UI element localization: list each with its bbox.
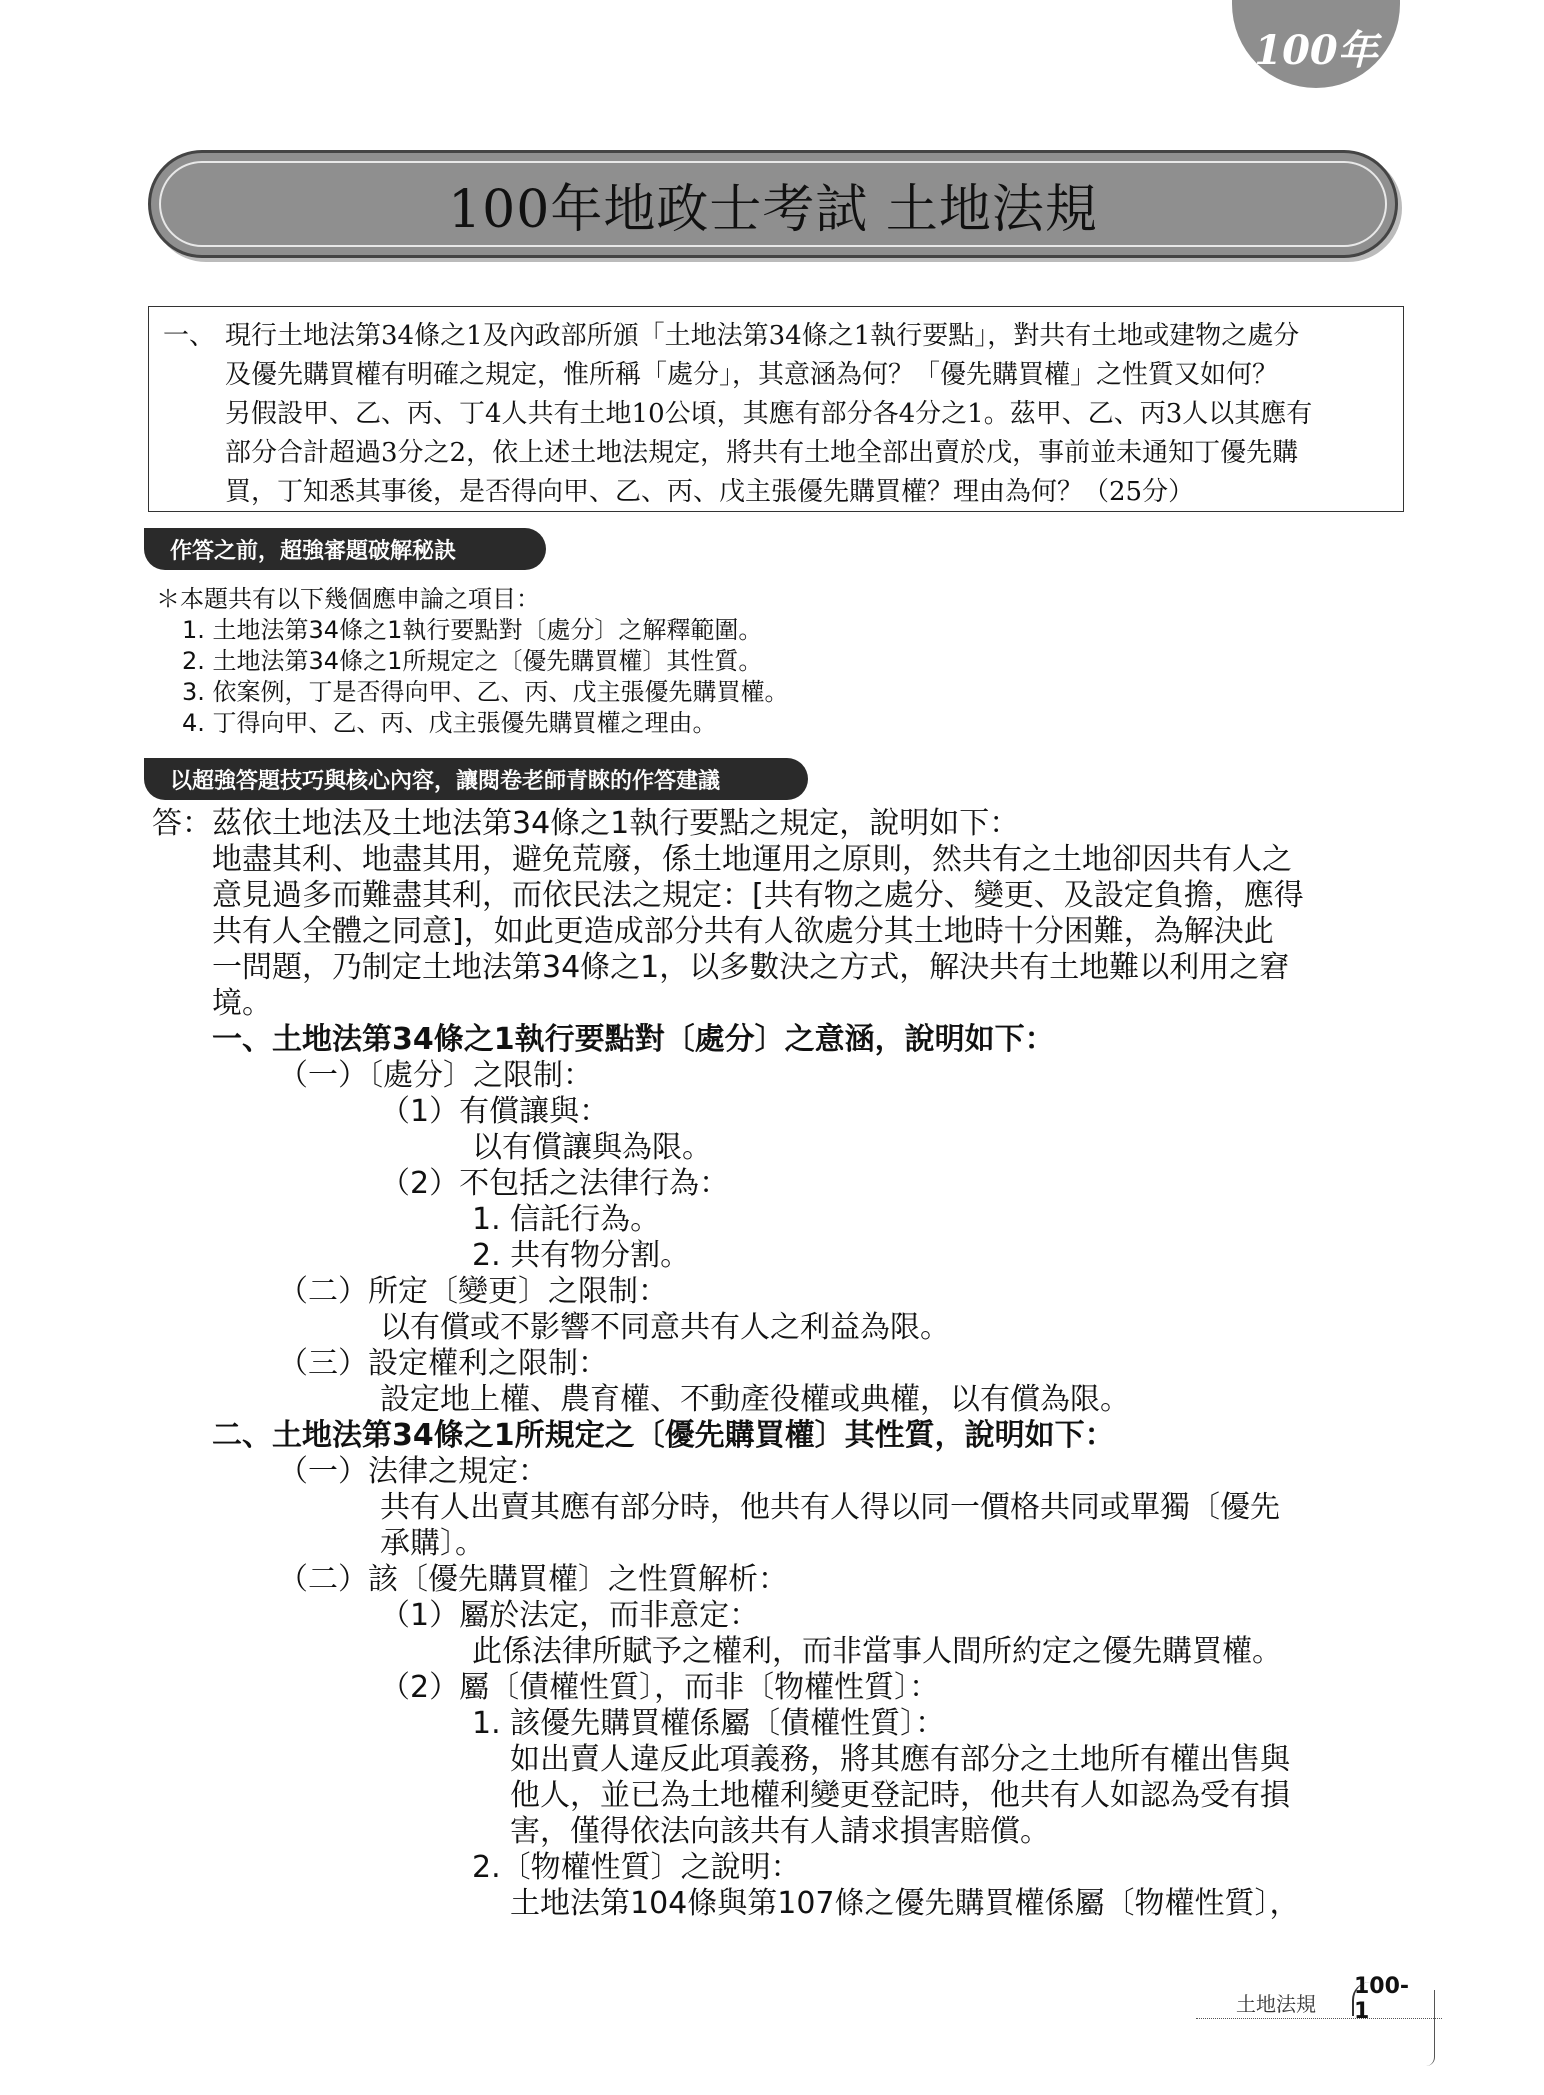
question-line: 現行土地法第34條之1及內政部所頒「土地法第34條之1執行要點」，對共有土地或建物之處分 bbox=[225, 321, 1300, 351]
footer-rule bbox=[1196, 2018, 1442, 2019]
answer-line: 境。 bbox=[212, 986, 272, 1021]
answer-line: 一問題，乃制定土地法第34條之1，以多數決之方式，解決共有土地難以利用之窘 bbox=[212, 950, 1290, 985]
answer-line: 1. 該優先購買權係屬〔債權性質〕： bbox=[472, 1706, 946, 1741]
answer-line: 此係法律所賦予之權利，而非當事人間所約定之優先購買權。 bbox=[472, 1634, 1282, 1669]
answer-line: 以有償或不影響不同意共有人之利益為限。 bbox=[380, 1310, 950, 1345]
question-line: 及優先購買權有明確之規定，惟所稱「處分」，其意涵為何？「優先購買權」之性質又如何？ bbox=[225, 360, 1279, 390]
list-item: 4. 丁得向甲、乙、丙、戊主張優先購買權之理由。 bbox=[182, 709, 717, 737]
answer-line: 二、土地法第34條之1所規定之〔優先購買權〕其性質，說明如下： bbox=[212, 1418, 1115, 1453]
footer-subject: 土地法規 bbox=[1236, 1992, 1316, 2016]
answer-line: （2）不包括之法律行為： bbox=[380, 1166, 730, 1201]
question-line: 買，丁知悉其事後，是否得向甲、乙、丙、戊主張優先購買權？理由為何？（25分） bbox=[225, 477, 1195, 507]
answer-line: 地盡其利、地盡其用，避免荒廢，係土地運用之原則，然共有之土地卻因共有人之 bbox=[212, 842, 1292, 877]
answer-line: （二）所定〔變更〕之限制： bbox=[278, 1274, 668, 1309]
answer-line: 意見過多而難盡其利，而依民法之規定：[共有物之處分、變更、及設定負擔，應得 bbox=[212, 878, 1304, 913]
answer-line: 1. 信託行為。 bbox=[472, 1202, 661, 1237]
analysis-intro: ＊本題共有以下幾個應申論之項目： bbox=[156, 585, 540, 613]
answer-line: 2.〔物權性質〕之說明： bbox=[472, 1850, 801, 1885]
answer-line: 設定地上權、農育權、不動產役權或典權，以有償為限。 bbox=[380, 1382, 1130, 1417]
section-label-answer: 以超強答題技巧與核心內容，讓閱卷老師青睞的作答建議 bbox=[144, 758, 808, 800]
answer-line: （1）有償讓與： bbox=[380, 1094, 610, 1129]
answer-line: 2. 共有物分割。 bbox=[472, 1238, 691, 1273]
answer-line: （1）屬於法定，而非意定： bbox=[380, 1598, 760, 1633]
list-item: 2. 土地法第34條之1所規定之〔優先購買權〕其性質。 bbox=[182, 647, 763, 675]
question-text bbox=[225, 317, 1389, 512]
answer-line: 共有人出賣其應有部分時，他共有人得以同一價格共同或單獨〔優先 bbox=[380, 1490, 1280, 1525]
title-banner bbox=[148, 150, 1398, 258]
answer-line: （三）設定權利之限制： bbox=[278, 1346, 608, 1381]
list-item: 1. 土地法第34條之1執行要點對〔處分〕之解釋範圍。 bbox=[182, 616, 763, 644]
footer-ornament bbox=[1426, 1990, 1435, 2066]
answer-line: （二）該〔優先購買權〕之性質解析： bbox=[278, 1562, 788, 1597]
answer-body bbox=[152, 806, 1412, 1922]
year-tab bbox=[1232, 0, 1400, 88]
question-line: 另假設甲、乙、丙、丁4人共有土地10公頃，其應有部分各4分之1。茲甲、乙、丙3人以其應有 bbox=[225, 399, 1313, 429]
year-tab-label: 100年 bbox=[1254, 27, 1378, 74]
answer-line: 承購〕。 bbox=[380, 1526, 485, 1561]
page-number: 100-1 bbox=[1352, 1982, 1422, 2016]
answer-line: （一）〔處分〕之限制： bbox=[278, 1058, 593, 1093]
answer-line: 一、土地法第34條之1執行要點對〔處分〕之意涵，說明如下： bbox=[212, 1022, 1055, 1057]
answer-line: 以有償讓與為限。 bbox=[472, 1130, 712, 1165]
answer-line: （一）法律之規定： bbox=[278, 1454, 548, 1489]
answer-line: 害，僅得依法向該共有人請求損害賠償。 bbox=[510, 1814, 1050, 1849]
answer-line: 共有人全體之同意]，如此更造成部分共有人欲處分其土地時十分困難，為解決此 bbox=[212, 914, 1274, 949]
answer-line: 他人，並已為土地權利變更登記時，他共有人如認為受有損 bbox=[510, 1778, 1290, 1813]
analysis-list bbox=[156, 584, 789, 739]
question-line: 部分合計超過3分之2，依上述土地法規定，將共有土地全部出賣於戊，事前並未通知丁優先購 bbox=[225, 438, 1299, 468]
answer-line: （2）屬〔債權性質〕，而非〔物權性質〕： bbox=[380, 1670, 940, 1705]
question-box bbox=[148, 306, 1404, 512]
section-label-analysis: 作答之前，超強審題破解秘訣 bbox=[144, 528, 546, 570]
page-title: 100年地政士考試 土地法規 bbox=[159, 161, 1387, 247]
list-item: 3. 依案例，丁是否得向甲、乙、丙、戊主張優先購買權。 bbox=[182, 678, 789, 706]
answer-line: 如出賣人違反此項義務，將其應有部分之土地所有權出售與 bbox=[510, 1742, 1290, 1777]
answer-line: 土地法第104條與第107條之優先購買權係屬〔物權性質〕， bbox=[510, 1886, 1300, 1921]
question-number: 一、 bbox=[163, 321, 216, 351]
answer-line: 答：茲依土地法及土地法第34條之1執行要點之規定，說明如下： bbox=[152, 806, 1020, 841]
